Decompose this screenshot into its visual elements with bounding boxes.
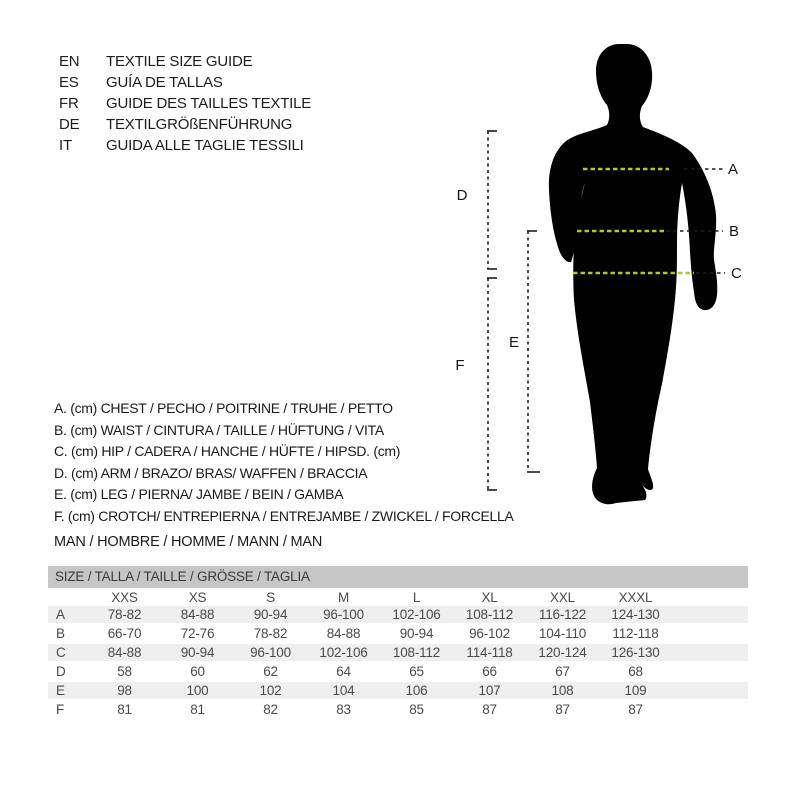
table-cell: 104-110 <box>538 626 587 641</box>
table-cell: 72-76 <box>180 626 215 641</box>
table-cell: 84-88 <box>107 645 142 660</box>
language-label: TEXTILGRÖßENFÜHRUNG <box>106 116 293 133</box>
marker-e-label: E <box>508 334 520 351</box>
table-cell: 64 <box>336 664 351 679</box>
row-label: D <box>56 664 66 679</box>
table-cell: 126-130 <box>611 645 660 660</box>
table-cell: 83 <box>336 702 351 717</box>
measurement-legend-line: A. (cm) CHEST / PECHO / POITRINE / TRUHE / PETTO <box>54 400 393 416</box>
table-cell: 58 <box>117 664 132 679</box>
table-cell: 107 <box>478 683 501 698</box>
row-label: C <box>56 645 66 660</box>
measurement-legend-line: D. (cm) ARM / BRAZO/ BRAS/ WAFFEN / BRACCIA <box>54 464 368 481</box>
table-cell: 85 <box>409 702 424 717</box>
language-label: TEXTILE SIZE GUIDE <box>106 53 253 70</box>
table-cell: 68 <box>628 664 643 679</box>
table-cell: 108-112 <box>465 607 514 622</box>
table-cell: 100 <box>186 683 209 698</box>
table-cell: 78-82 <box>253 626 288 641</box>
table-cell: 81 <box>117 702 132 717</box>
row-label: A <box>56 607 65 622</box>
column-header-xs: XS <box>188 590 207 605</box>
table-cell: 81 <box>190 702 205 717</box>
language-label: GUIDE DES TAILLES TEXTILE <box>106 95 312 112</box>
table-cell: 90-94 <box>180 645 215 660</box>
table-cell: 120-124 <box>538 645 587 660</box>
table-cell: 109 <box>624 683 647 698</box>
marker-f-label: F <box>455 357 465 374</box>
size-table <box>48 566 748 719</box>
table-cell: 124-130 <box>611 607 660 622</box>
size-table-header-bar <box>48 566 748 588</box>
table-cell: 84-88 <box>326 626 361 641</box>
table-cell: 78-82 <box>107 607 142 622</box>
table-cell: 84-88 <box>180 607 215 622</box>
table-cell: 60 <box>190 664 205 679</box>
size-table-header-label: SIZE / TALLA / TAILLE / GRÖSSE / TAGLIA <box>55 569 310 584</box>
language-code: EN <box>59 53 80 70</box>
gender-heading: MAN / HOMBRE / HOMME / MANN / MAN <box>54 534 323 550</box>
column-header-l: L <box>412 590 421 605</box>
row-label: F <box>56 702 65 717</box>
table-cell: 108-112 <box>392 645 441 660</box>
table-row-e <box>48 681 748 700</box>
column-header-xxl: XXL <box>550 590 575 605</box>
language-code: DE <box>59 116 80 133</box>
table-cell: 87 <box>555 702 570 717</box>
size-column-header-row <box>48 588 748 605</box>
table-cell: 114-118 <box>466 645 513 660</box>
table-row-a <box>48 605 748 624</box>
table-cell: 66 <box>482 664 497 679</box>
language-code: FR <box>59 95 79 112</box>
language-label: GUIDA ALLE TAGLIE TESSILI <box>106 137 304 154</box>
table-cell: 102-106 <box>319 645 368 660</box>
column-header-s: S <box>266 590 275 605</box>
table-cell: 90-94 <box>253 607 288 622</box>
measurement-legend <box>54 398 514 527</box>
table-row-b <box>48 624 748 643</box>
marker-b-label: B <box>729 223 740 240</box>
table-cell: 67 <box>555 664 570 679</box>
table-cell: 90-94 <box>399 626 434 641</box>
table-cell: 65 <box>409 664 424 679</box>
column-header-m: M <box>337 590 350 605</box>
column-header-xl: XL <box>481 590 498 605</box>
language-label: GUÍA DE TALLAS <box>106 74 223 91</box>
table-cell: 96-100 <box>323 607 364 622</box>
measurement-legend-line: F. (cm) CROTCH/ ENTREPIERNA / ENTREJAMBE / ZWICKEL / FORCELLA <box>54 507 514 524</box>
table-row-f <box>48 700 748 719</box>
row-label: B <box>56 626 65 641</box>
table-row-c <box>48 643 748 662</box>
table-cell: 106 <box>405 683 428 698</box>
table-row-d <box>48 662 748 681</box>
table-cell: 66-70 <box>107 626 142 641</box>
marker-d-label: D <box>456 187 468 204</box>
table-cell: 108 <box>551 683 574 698</box>
measurement-legend-line: C. (cm) HIP / CADERA / HANCHE / HÜFTE / HIPSD. (cm) <box>54 443 401 459</box>
table-cell: 62 <box>263 664 278 679</box>
measurement-legend-line: B. (cm) WAIST / CINTURA / TAILLE / HÜFTUNG / VITA <box>54 421 384 438</box>
table-cell: 87 <box>628 702 643 717</box>
marker-c-label: C <box>731 265 742 282</box>
column-header-xxxl: XXXL <box>618 590 653 605</box>
table-cell: 82 <box>263 702 278 717</box>
marker-a-label: A <box>728 161 739 178</box>
table-cell: 102 <box>259 683 282 698</box>
language-code: ES <box>59 74 79 91</box>
table-cell: 87 <box>482 702 497 717</box>
column-header-xxs: XXS <box>111 590 138 605</box>
table-cell: 104 <box>332 683 355 698</box>
table-cell: 116-122 <box>538 607 587 622</box>
table-cell: 102-106 <box>392 607 441 622</box>
measurement-legend-line: E. (cm) LEG / PIERNA/ JAMBE / BEIN / GAMBA <box>54 486 344 502</box>
table-cell: 98 <box>117 683 132 698</box>
table-cell: 96-100 <box>250 645 291 660</box>
table-cell: 112-118 <box>612 626 659 641</box>
table-cell: 96-102 <box>469 626 510 641</box>
row-label: E <box>56 683 65 698</box>
language-code: IT <box>59 137 72 154</box>
